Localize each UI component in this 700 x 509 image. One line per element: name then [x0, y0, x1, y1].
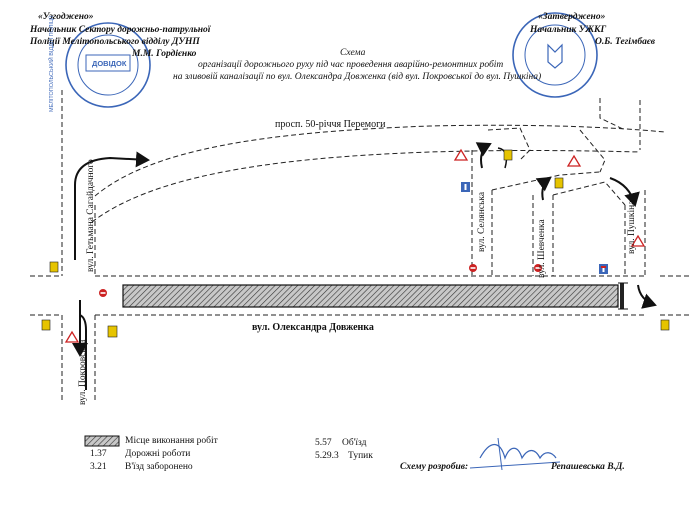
approved-position: Начальник УЖКГ — [530, 25, 607, 35]
stamp-center-text: ДОВІДОК — [92, 59, 127, 68]
legend-label: В'їзд заборонено — [125, 462, 193, 472]
agreed-position-line1: Начальник Сектору дорожньо-патрульної — [30, 25, 211, 35]
legend-label: Об'їзд — [342, 438, 367, 448]
legend-code: 5.57 — [315, 438, 332, 448]
street-label-avenue: просп. 50-річчя Перемоги — [275, 119, 386, 130]
scheme-subtitle-2: на зливовій каналізації по вул. Олександра Довженка (від вул. Покровської до вул. Пушкіна) — [173, 72, 542, 82]
agreed-signatory: М.М. Гордієнко — [132, 49, 197, 59]
author-label: Схему розробив: — [400, 462, 469, 472]
stamp-ring-text: МЕЛІТОПОЛЬСЬКИЙ ВІДДІЛ ПОЛІЦІЇ — [49, 15, 55, 112]
street-label-hetmana: вул. Гетьмана Сагайдачного — [86, 159, 96, 272]
legend-code: 5.29.3 — [315, 451, 339, 461]
street-label-selianska: вул. Селянська — [477, 191, 487, 252]
agreed-position-line2: Поліції Мелітопольського відділу ДУНП — [30, 37, 200, 47]
scheme-subtitle-1: організації дорожнього руху під час проведення аварійно-ремонтних робіт — [198, 60, 504, 70]
scheme-title: Схема — [340, 48, 366, 58]
legend-work-zone: Місце виконання робіт — [125, 436, 218, 446]
approved-label: «Затверджено» — [538, 12, 606, 22]
street-label-pushkina: вул. Пушкіна — [627, 200, 637, 254]
legend-code: 3.21 — [90, 462, 107, 472]
street-label-main: вул. Олександра Довженка — [252, 322, 374, 333]
agreed-label: «Узгоджено» — [38, 12, 94, 22]
street-label-pokrovska: вул. Покровська — [78, 339, 88, 405]
approved-signatory: О.Б. Тегімбаєв — [595, 37, 656, 47]
legend-code: 1.37 — [90, 449, 107, 459]
legend-label: Дорожні роботи — [125, 449, 191, 459]
detour-sign-icon — [42, 150, 669, 337]
author-name: Репашевська В.Д. — [551, 462, 625, 472]
street-label-shevchenko: вул. Шевченка — [537, 219, 547, 278]
legend-label: Тупик — [348, 451, 373, 461]
